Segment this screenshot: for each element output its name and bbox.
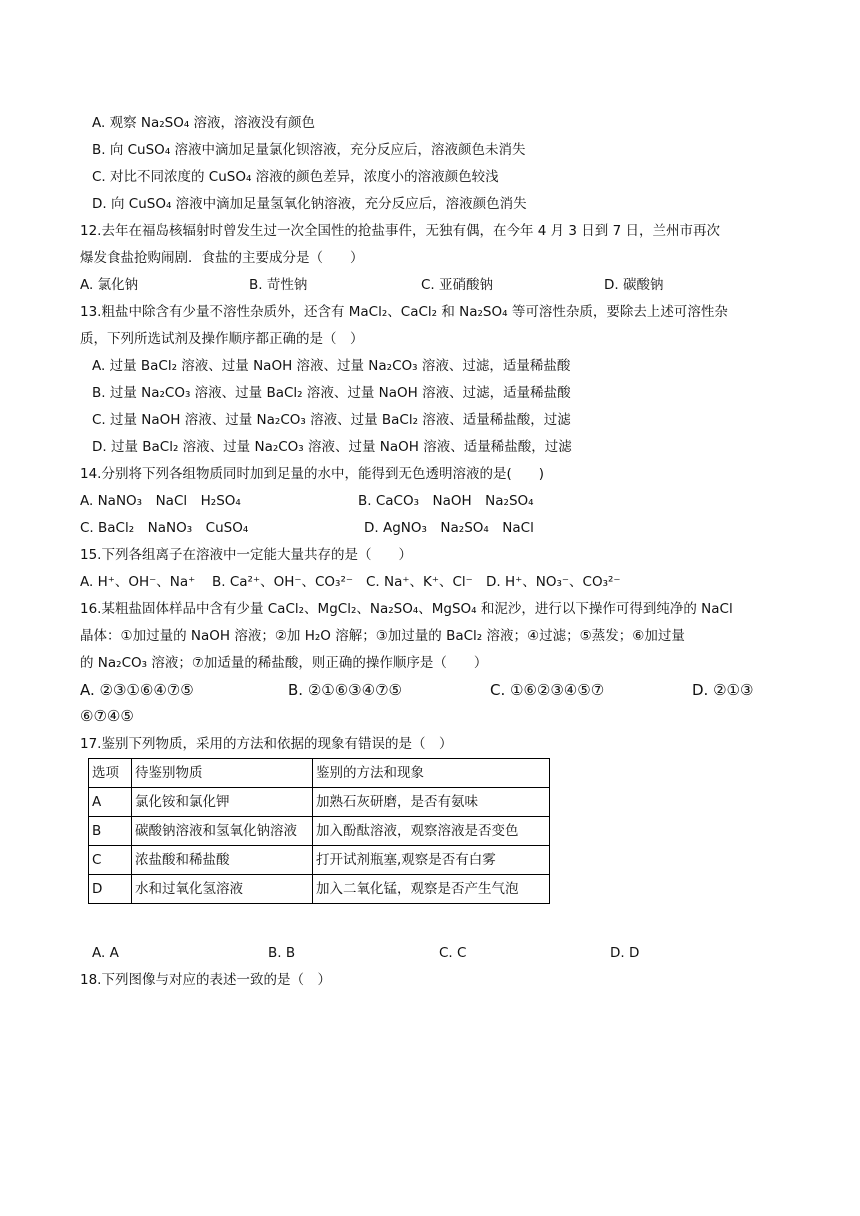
table-row [89, 817, 550, 846]
table-cell: 浓盐酸和稀盐酸 [132, 846, 313, 875]
table-header-row [89, 759, 550, 788]
table-cell: A [89, 788, 132, 817]
q12-stem-line2: 爆发食盐抢购闹剧．食盐的主要成分是（ ） [80, 250, 364, 266]
q12-option-b: B. 苛性钠 [249, 277, 308, 293]
table-cell: 加入酚酞溶液，观察溶液是否变色 [313, 817, 550, 846]
table-cell: 氯化铵和氯化钾 [132, 788, 313, 817]
table-cell: 加熟石灰研磨，是否有氨味 [313, 788, 550, 817]
q16-option-c: C. ①⑥②③④⑤⑦ [490, 681, 605, 699]
q17-stem: 17.鉴别下列物质，采用的方法和依据的现象有错误的是（ ） [80, 736, 453, 752]
q11-option-c: C. 对比不同浓度的 CuSO₄ 溶液的颜色差异，浓度小的溶液颜色较浅 [92, 169, 499, 185]
q12-option-a: A. 氯化钠 [80, 277, 139, 293]
q16-option-d: D. ②①③ [692, 681, 754, 699]
q11-option-a: A. 观察 Na₂SO₄ 溶液，溶液没有颜色 [92, 115, 316, 131]
table-cell: C [89, 846, 132, 875]
table-row [89, 875, 550, 904]
q16-stem-line3: 的 Na₂CO₃ 溶液；⑦加适量的稀盐酸，则正确的操作顺序是（ ） [80, 655, 488, 671]
q13-stem-line1: 13.粗盐中除含有少量不溶性杂质外，还含有 MaCl₂、CaCl₂ 和 Na₂SO₄ 等可溶性杂质，要除去上述可溶性杂 [80, 304, 728, 320]
table-row [89, 846, 550, 875]
table-header-cell: 选项 [89, 759, 132, 788]
table-cell: 水和过氧化氢溶液 [132, 875, 313, 904]
q16-option-b: B. ②①⑥③④⑦⑤ [288, 681, 402, 699]
table-cell: 打开试剂瓶塞,观察是否有白雾 [313, 846, 550, 875]
q14-option-b: B. CaCO₃ NaOH Na₂SO₄ [358, 493, 534, 509]
q13-option-b: B. 过量 Na₂CO₃ 溶液、过量 BaCl₂ 溶液、过量 NaOH 溶液、过滤，适量稀盐酸 [92, 385, 571, 401]
q18-stem: 18.下列图像与对应的表述一致的是（ ） [80, 972, 331, 988]
q15-option-b: B. Ca²⁺、OH⁻、CO₃²⁻ [212, 574, 353, 590]
q11-option-d: D. 向 CuSO₄ 溶液中滴加足量氢氧化钠溶液，充分反应后，溶液颜色消失 [92, 196, 527, 212]
q13-option-a: A. 过量 BaCl₂ 溶液、过量 NaOH 溶液、过量 Na₂CO₃ 溶液、过滤，适量稀盐酸 [92, 358, 571, 374]
q17-option-d: D. D [610, 945, 640, 961]
q11-option-b: B. 向 CuSO₄ 溶液中滴加足量氯化钡溶液，充分反应后，溶液颜色未消失 [92, 142, 526, 158]
q13-stem-line2: 质，下列所选试剂及操作顺序都正确的是（ ） [80, 331, 364, 347]
q15-stem: 15.下列各组离子在溶液中一定能大量共存的是（ ） [80, 547, 412, 563]
q17-option-c: C. C [439, 945, 467, 961]
q12-option-c: C. 亚硝酸钠 [421, 277, 494, 293]
q12-stem-line1: 12.去年在福岛核辐射时曾发生过一次全国性的抢盐事件，无独有偶，在今年 4 月 3 日到 7 日，兰州市再次 [80, 223, 720, 239]
q13-option-c: C. 过量 NaOH 溶液、过量 Na₂CO₃ 溶液、过量 BaCl₂ 溶液、适量稀盐酸，过滤 [92, 412, 571, 428]
table-cell: D [89, 875, 132, 904]
q15-option-c: C. Na⁺、K⁺、Cl⁻ [366, 574, 473, 590]
table-header-cell: 鉴别的方法和现象 [313, 759, 550, 788]
q14-option-a: A. NaNO₃ NaCl H₂SO₄ [80, 493, 241, 509]
q13-option-d: D. 过量 BaCl₂ 溶液、过量 Na₂CO₃ 溶液、过量 NaOH 溶液、适量稀盐酸，过滤 [92, 439, 572, 455]
table-cell: B [89, 817, 132, 846]
q12-option-d: D. 碳酸钠 [604, 277, 664, 293]
q14-option-c: C. BaCl₂ NaNO₃ CuSO₄ [80, 520, 249, 536]
table-header-cell: 待鉴别物质 [132, 759, 313, 788]
table-cell: 碳酸钠溶液和氢氧化钠溶液 [132, 817, 313, 846]
table-row [89, 788, 550, 817]
q17-table [88, 758, 550, 904]
q16-option-d-continued: ⑥⑦④⑤ [80, 707, 134, 725]
q14-stem: 14.分别将下列各组物质同时加到足量的水中，能得到无色透明溶液的是( ) [80, 466, 545, 482]
q16-option-a: A. ②③①⑥④⑦⑤ [80, 681, 194, 699]
q15-option-a: A. H⁺、OH⁻、Na⁺ [80, 574, 196, 590]
q16-stem-line1: 16.某粗盐固体样品中含有少量 CaCl₂、MgCl₂、Na₂SO₄、MgSO₄ 和泥沙，进行以下操作可得到纯净的 NaCl [80, 601, 733, 617]
q17-option-a: A. A [92, 945, 119, 961]
q16-stem-line2: 晶体：①加过量的 NaOH 溶液；②加 H₂O 溶解；③加过量的 BaCl₂ 溶液；④过滤；⑤蒸发；⑥加过量 [80, 628, 685, 644]
q17-option-b: B. B [268, 945, 296, 961]
q15-option-d: D. H⁺、NO₃⁻、CO₃²⁻ [486, 574, 621, 590]
table-cell: 加入二氧化锰，观察是否产生气泡 [313, 875, 550, 904]
q14-option-d: D. AgNO₃ Na₂SO₄ NaCl [364, 520, 534, 536]
